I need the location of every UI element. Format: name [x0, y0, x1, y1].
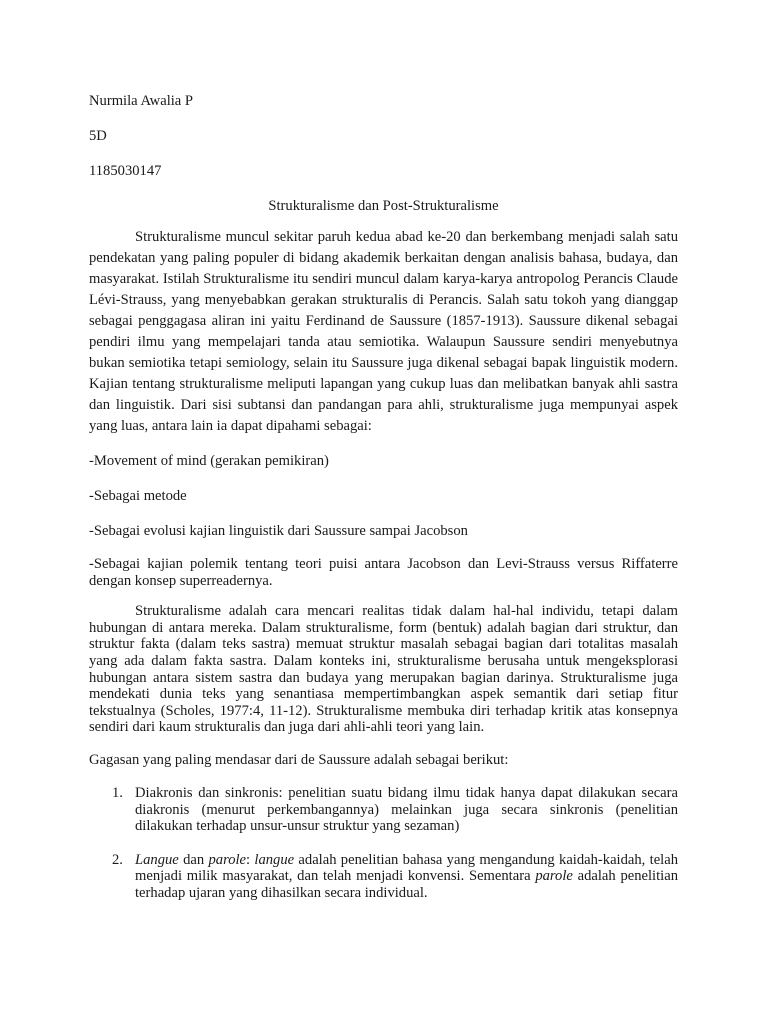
- list-text-segment: dan: [178, 851, 209, 868]
- list-text-segment: adalah penelitian bahasa yang mengandung kaidah-kaidah, telah menjadi milik masyarakat, dan telah menjadi konvensi. Sementara: [135, 851, 678, 885]
- list-item: [89, 852, 678, 902]
- term-parole: parole: [535, 868, 573, 885]
- list-item-text: Diakronis dan sinkronis: penelitian suatu bidang ilmu tidak hanya dapat dilakukan secara diakronis (menurut perkembangannya) melainkan juga secara sinkronis (penelitian dilakukan terhadap unsur-unsur struktur yang sezaman): [135, 784, 678, 835]
- bullet-item: -Sebagai metode: [89, 488, 187, 504]
- paragraph-definition: Strukturalisme adalah cara mencari realitas tidak dalam hal-hal individu, tetapi dalam hubungan di antara mereka. Dalam strukturalisme, form (bentuk) adalah bagian dari struktur, dan struktur fakta (dalam teks sastra) memuat struktur masalah sebagai bagian dari totalitas masalah yang ada dalam fakta sastra. Dalam konteks ini, strukturalisme berusaha untuk mengeksplorasi hubungan antara sistem sastra dan budaya yang merupakan bagian darinya. Strukturalisme juga mendekati dunia teks yang senantiasa mempertimbangkan aspek semantik dari setiap fitur tekstualnya (Scholes, 1977:4, 11-12). Strukturalisme membuka diri terhadap kritik atas konsepnya sendiri dari kaum strukturalis dan juga dari ahli-ahli teori yang lain.: [89, 603, 678, 736]
- bullet-item: -Movement of mind (gerakan pemikiran): [89, 453, 329, 469]
- author-class: 5D: [89, 128, 107, 144]
- list-item: [89, 785, 678, 835]
- list-text-segment: adalah penelitian terhadap ujaran yang dihasilkan secara individual.: [135, 868, 679, 901]
- list-number: 2.: [112, 851, 123, 868]
- author-name: Nurmila Awalia P: [89, 93, 194, 109]
- list-number: 1.: [112, 784, 123, 801]
- document-body: [89, 91, 678, 902]
- bullet-item: -Sebagai evolusi kajian linguistik dari Saussure sampai Jacobson: [89, 523, 468, 539]
- document-title: Strukturalisme dan Post-Strukturalisme: [268, 198, 499, 214]
- list-text-segment: :: [246, 851, 255, 868]
- term-langue: langue: [254, 851, 295, 868]
- bullet-item: -Sebagai kajian polemik tentang teori puisi antara Jacobson dan Levi-Strauss versus Riffaterre dengan konsep superreadernya.: [89, 556, 678, 589]
- author-nim: 1185030147: [89, 163, 162, 179]
- numbered-list: [89, 785, 678, 902]
- paragraph-intro: Strukturalisme muncul sekitar paruh kedua abad ke-20 dan berkembang menjadi salah satu pendekatan yang paling populer di bidang akademik berkaitan dengan analisis bahasa, budaya, dan masyarakat. Istilah Strukturalisme itu sendiri muncul dalam karya-karya antropolog Perancis Claude Lévi-Strauss, yang menyebabkan gerakan strukturalis di Perancis. Salah satu tokoh yang dianggap sebagai penggagasa aliran ini yaitu Ferdinand de Saussure (1857-1913). Saussure dikenal sebagai pendiri ilmu yang mempelajari tanda atau semiotika. Walaupun Saussure sendiri menyebutnya bukan semiotika tetapi semiology, selain itu Saussure juga dikenal sebagai bapak linguistik modern. Kajian tentang strukturalisme meliputi lapangan yang cukup luas dan melibatkan banyak ahli sastra dan linguistik. Dari sisi subtansi dan pandangan para ahli, strukturalisme juga mempunyai aspek yang luas, antara lain ia dapat dipahami sebagai:: [89, 229, 678, 434]
- list-intro: Gagasan yang paling mendasar dari de Saussure adalah sebagai berikut:: [89, 751, 509, 768]
- bullet-list: [89, 451, 678, 589]
- term-parole: parole: [208, 851, 247, 868]
- term-langue: Langue: [135, 851, 179, 868]
